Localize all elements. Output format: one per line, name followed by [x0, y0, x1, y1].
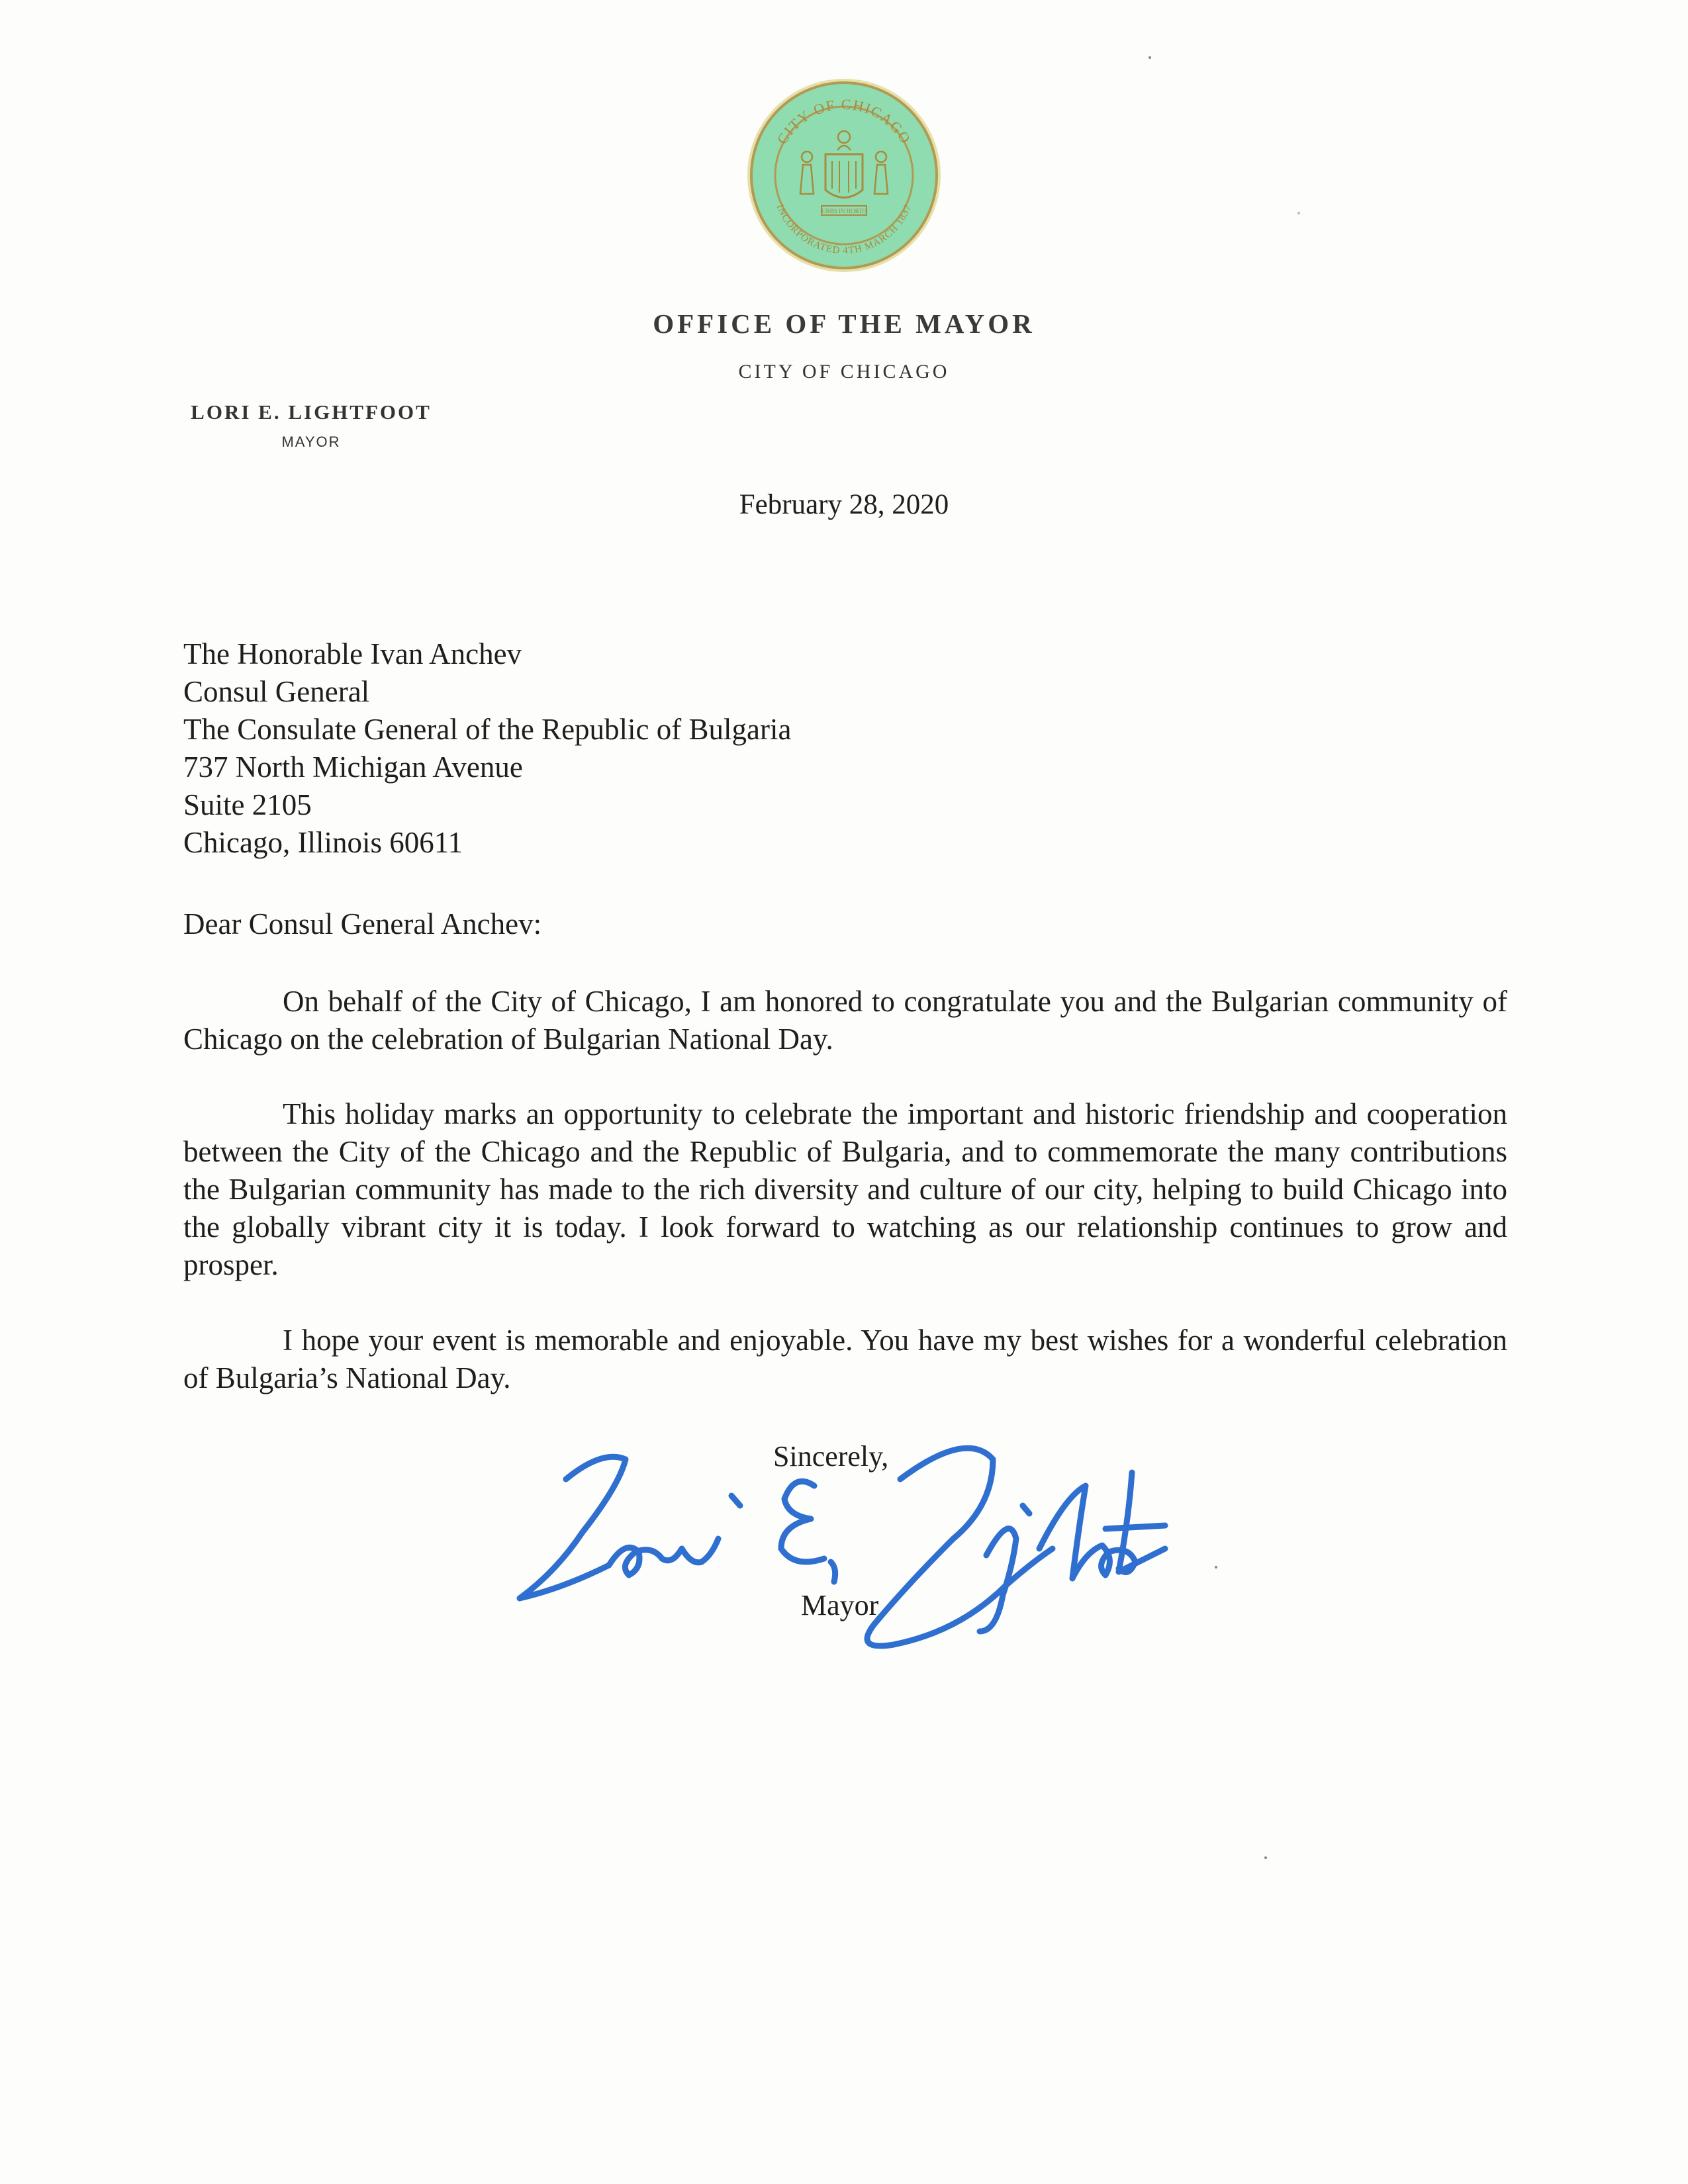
- closing-valediction: Sincerely,: [773, 1440, 889, 1473]
- letter-date: February 28, 2020: [739, 489, 949, 520]
- seal-motto: URBS IN HORTO: [821, 208, 867, 214]
- salutation: Dear Consul General Anchev:: [183, 907, 542, 940]
- city-name: CITY OF CHICAGO: [738, 361, 950, 383]
- scan-speck: [1149, 56, 1151, 59]
- recipient-line: Consul General: [183, 675, 370, 708]
- recipient-line: Chicago, Illinois 60611: [183, 826, 463, 859]
- body-paragraph: This holiday marks an opportunity to celebrate the important and historic friendship and cooperation between the City of the Chicago and the Republic of Bulgaria, and to commemorate the many contributions the Bulgarian community has made to the rich diversity and culture of our city, helping to build Chicago into the globally vibrant city it is today. I look forward to watching as our relationship continues to grow and prosper.: [183, 1097, 1507, 1281]
- scan-speck: [1215, 1566, 1217, 1569]
- office-title: OFFICE OF THE MAYOR: [653, 308, 1035, 339]
- scan-speck: [1297, 212, 1300, 214]
- signer-title: Mayor: [801, 1589, 879, 1621]
- seal-incorporated: INCORPORATED 4TH MARCH 1837: [774, 203, 914, 257]
- body-paragraph: On behalf of the City of Chicago, I am honored to congratulate you and the Bulgarian community of Chicago on the celebration of Bulgarian National Day.: [183, 985, 1507, 1056]
- scan-speck: [1264, 1856, 1267, 1859]
- recipient-address: [183, 635, 791, 862]
- recipient-line: The Honorable Ivan Anchev: [183, 637, 522, 670]
- recipient-line: Suite 2105: [183, 788, 312, 821]
- city-seal-icon: [745, 76, 943, 275]
- seal-text: CITY OF CHICAGO: [773, 95, 915, 148]
- body-paragraph: I hope your event is memorable and enjoyable. You have my best wishes for a wonderful celebration of Bulgaria’s National Day.: [183, 1324, 1507, 1394]
- recipient-line: The Consulate General of the Republic of Bulgaria: [183, 713, 792, 746]
- mayor-title: MAYOR: [281, 433, 341, 450]
- signature: [503, 1433, 1178, 1658]
- mayor-name: LORI E. LIGHTFOOT: [191, 400, 432, 424]
- recipient-line: 737 North Michigan Avenue: [183, 751, 523, 784]
